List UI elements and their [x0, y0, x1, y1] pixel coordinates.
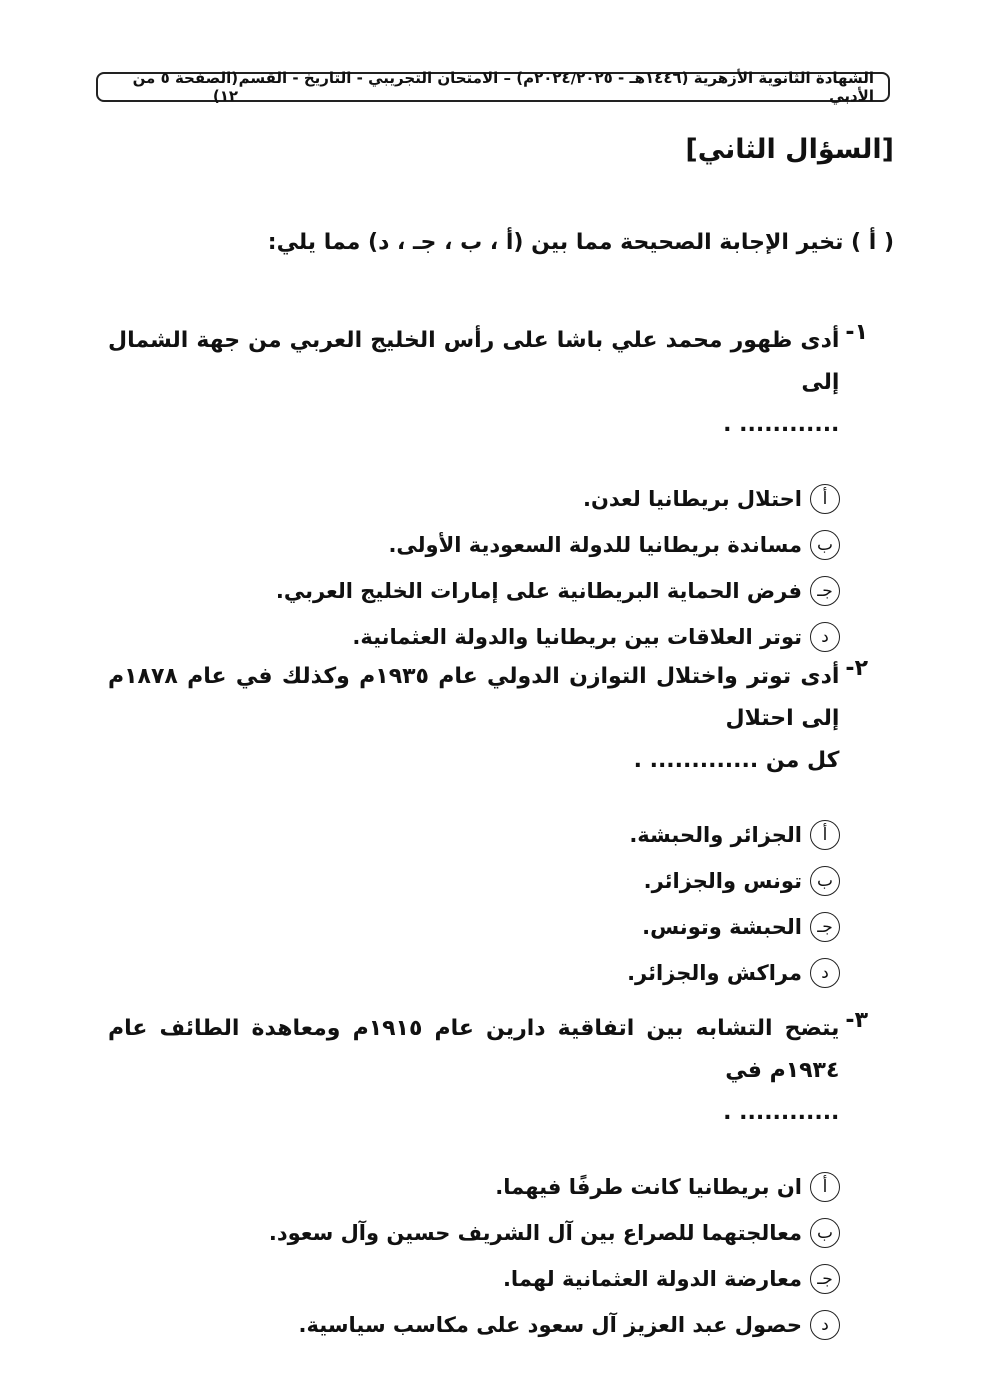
option-c[interactable]: [108, 1256, 840, 1302]
instruction-text: ( أ ) تخير الإجابة الصحيحة مما بين (أ ، ب ، جـ ، د) مما يلي:: [267, 230, 894, 255]
option-letter-badge: أ: [810, 820, 840, 850]
option-letter-badge: د: [810, 622, 840, 652]
question-stem: [108, 1008, 868, 1134]
option-text: مراكش والجزائر.: [627, 961, 802, 985]
option-text: معالجتهما للصراع بين آل الشريف حسين وآل سعود.: [268, 1221, 802, 1245]
question-number: ١-: [845, 320, 868, 345]
option-text: فرض الحماية البريطانية على إمارات الخليج العربي.: [275, 579, 802, 603]
option-letter-badge: جـ: [810, 912, 840, 942]
option-b[interactable]: [108, 522, 840, 568]
option-letter-badge: أ: [810, 484, 840, 514]
page-number: (الصفحة ٥ من ١٢): [132, 69, 239, 105]
question-continuation: ............ .: [723, 412, 840, 437]
option-text: احتلال بريطانيا لعدن.: [583, 487, 802, 511]
option-b[interactable]: [108, 1210, 840, 1256]
option-d[interactable]: [108, 1302, 840, 1348]
question-stem: [108, 656, 868, 782]
question-continuation: ............ .: [723, 1100, 840, 1125]
option-text: ان بريطانيا كانت طرفًا فيهما.: [495, 1175, 802, 1199]
question-number: ٣-: [845, 1008, 868, 1033]
option-letter-badge: جـ: [810, 1264, 840, 1294]
question-text: يتضح التشابه بين اتفاقية دارين عام ١٩١٥م ومعاهدة الطائف عام ١٩٣٤م في: [108, 1016, 840, 1083]
option-letter-badge: د: [810, 958, 840, 988]
option-a[interactable]: [108, 812, 840, 858]
option-a[interactable]: [108, 476, 840, 522]
option-text: معارضة الدولة العثمانية لهما.: [502, 1267, 802, 1291]
header-title: الشهادة الثانوية الأزهرية (١٤٤٦هـ - ٢٠٢٤/٢٠٢٥م) – الامتحان التجريبي - التاريخ - القسم الأدبي: [238, 69, 874, 105]
question-2: [108, 656, 868, 996]
option-c[interactable]: [108, 568, 840, 614]
question-text: أدى توتر واختلال التوازن الدولي عام ١٩٣٥م وكذلك في عام ١٨٧٨م إلى احتلال: [108, 664, 840, 731]
option-letter-badge: ب: [810, 530, 840, 560]
option-d[interactable]: [108, 950, 840, 996]
question-number: ٢-: [845, 656, 868, 681]
option-letter-badge: ب: [810, 1218, 840, 1248]
option-text: حصول عبد العزيز آل سعود على مكاسب سياسية.: [298, 1313, 802, 1337]
option-text: توتر العلاقات بين بريطانيا والدولة العثمانية.: [352, 625, 802, 649]
question-1: [108, 320, 868, 660]
question-text-block: [108, 656, 839, 782]
option-c[interactable]: [108, 904, 840, 950]
question-3: [108, 1008, 868, 1348]
question-text-block: [108, 320, 839, 446]
option-letter-badge: د: [810, 1310, 840, 1340]
page-header: [96, 69, 890, 105]
question-continuation: كل من ............. .: [633, 748, 840, 773]
option-text: الجزائر والحبشة.: [629, 823, 802, 847]
option-text: مساندة بريطانيا للدولة السعودية الأولى.: [388, 533, 802, 557]
option-text: تونس والجزائر.: [643, 869, 802, 893]
question-text: أدى ظهور محمد علي باشا على رأس الخليج العربي من جهة الشمال إلى: [108, 328, 840, 395]
option-letter-badge: أ: [810, 1172, 840, 1202]
option-letter-badge: ب: [810, 866, 840, 896]
options-list: [108, 812, 840, 996]
option-b[interactable]: [108, 858, 840, 904]
option-d[interactable]: [108, 614, 840, 660]
option-a[interactable]: [108, 1164, 840, 1210]
question-stem: [108, 320, 868, 446]
option-text: الحبشة وتونس.: [642, 915, 802, 939]
question-text-block: [108, 1008, 839, 1134]
options-list: [108, 476, 840, 660]
options-list: [108, 1164, 840, 1348]
option-letter-badge: جـ: [810, 576, 840, 606]
section-title: [السؤال الثاني]: [685, 134, 894, 165]
